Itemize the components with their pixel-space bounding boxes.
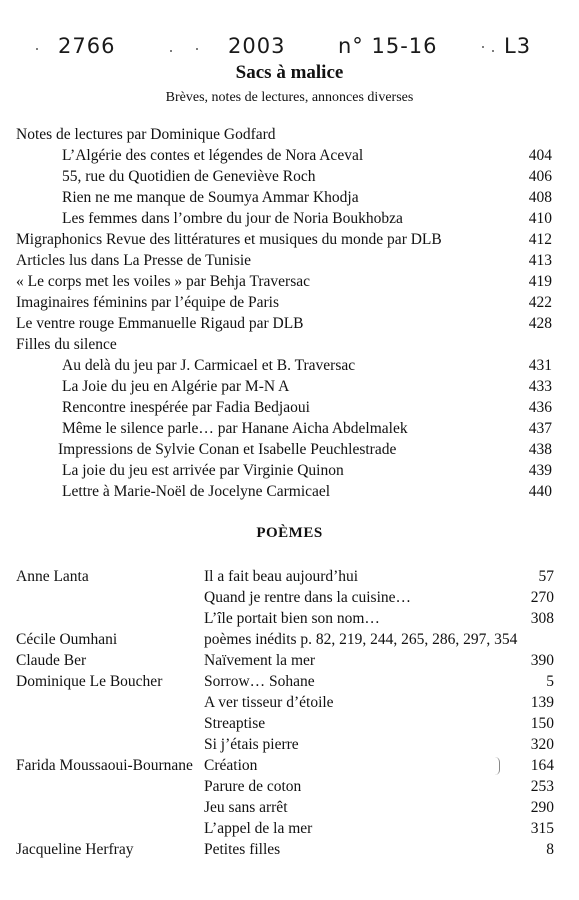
poem-title: Streaptise	[204, 715, 266, 732]
toc-entry	[16, 397, 552, 418]
poem-title: Naïvement la mer	[204, 652, 316, 669]
poem-author: Farida Moussaoui-Bournane	[16, 757, 193, 774]
poem-entry	[16, 587, 554, 608]
toc-entry-title: Notes de lectures par Dominique Godfard	[16, 126, 276, 143]
toc-entry	[16, 439, 552, 460]
poem-entry	[16, 692, 554, 713]
toc-entry-title: Articles lus dans La Presse de Tunisie	[16, 252, 252, 269]
poem-title: Parure de coton	[204, 778, 302, 795]
handwritten-issue: n° 15-16	[338, 34, 438, 58]
poem-page: 253	[530, 778, 554, 795]
toc-entry	[16, 250, 552, 271]
poem-entry	[16, 818, 554, 839]
toc-entry-page: 413	[528, 252, 552, 269]
poem-author: Claude Ber	[16, 652, 87, 669]
toc-entry	[16, 229, 552, 250]
poem-page: 290	[530, 799, 554, 816]
toc-entry-page: 408	[528, 189, 552, 206]
toc-entry	[16, 187, 552, 208]
poem-entry	[16, 608, 554, 629]
toc-entry-page: 431	[528, 357, 552, 374]
poem-author: Dominique Le Boucher	[16, 673, 163, 690]
toc-entry-title: La Joie du jeu en Algérie par M-N A	[62, 378, 290, 395]
toc-entry-page: 404	[528, 147, 552, 164]
toc-entry	[16, 334, 552, 355]
handwritten-year: 2003	[228, 34, 286, 58]
poems-heading: POÈMES	[256, 525, 323, 541]
toc-entry	[16, 166, 552, 187]
toc-entry-title: La joie du jeu est arrivée par Virginie Quinon	[62, 462, 344, 479]
page-subtitle: Brèves, notes de lectures, annonces diverses	[165, 90, 414, 105]
toc-entry	[16, 124, 552, 145]
poems-list	[16, 566, 554, 860]
toc-entry-title: Même le silence parle… par Hanane Aicha Abdelmalek	[62, 420, 408, 437]
toc-entry-title: Les femmes dans l’ombre du jour de Noria Boukhobza	[62, 210, 403, 227]
ink-speck	[492, 50, 494, 52]
poem-entry	[16, 776, 554, 797]
poem-title: Il a fait beau aujourd’hui	[204, 568, 359, 585]
toc-entry	[16, 376, 552, 397]
poem-title: Jeu sans arrêt	[204, 799, 288, 816]
poem-entry	[16, 797, 554, 818]
poem-entry	[16, 755, 554, 776]
toc-entry-page: 438	[528, 441, 552, 458]
poem-title: Sorrow… Sohane	[204, 673, 315, 690]
poem-page: 150	[530, 715, 554, 732]
toc-entry-page: 410	[528, 210, 552, 227]
poem-author: Cécile Oumhani	[16, 631, 118, 648]
poem-entry	[16, 629, 554, 650]
toc-entry	[16, 145, 552, 166]
table-of-contents	[16, 124, 552, 502]
poem-author: Anne Lanta	[16, 568, 89, 585]
poem-entry	[16, 650, 554, 671]
poem-page: 315	[530, 820, 554, 837]
handwritten-ref: 2766	[58, 34, 116, 58]
toc-entry	[16, 460, 552, 481]
ink-speck	[482, 46, 484, 48]
poem-title: poèmes inédits p. 82, 219, 244, 265, 286, 297, 354	[204, 631, 518, 648]
poem-author: Jacqueline Herfray	[16, 841, 134, 858]
poem-page: 390	[530, 652, 554, 669]
poem-page: 139	[530, 694, 554, 711]
poem-title: L’île portait bien son nom…	[204, 610, 380, 627]
toc-entry	[16, 208, 552, 229]
poem-entry	[16, 713, 554, 734]
handwritten-code: L3	[504, 34, 532, 58]
poem-entry	[16, 566, 554, 587]
toc-entry-title: Impressions de Sylvie Conan et Isabelle Peuchlestrade	[58, 441, 397, 458]
toc-entry-page: 437	[528, 420, 552, 437]
toc-entry-page: 422	[528, 294, 552, 311]
toc-entry-title: Rencontre inespérée par Fadia Bedjaoui	[62, 399, 310, 416]
toc-entry-title: Filles du silence	[16, 336, 117, 353]
toc-entry	[16, 292, 552, 313]
poem-page: 5	[546, 673, 554, 690]
scan-mark	[495, 757, 500, 775]
page-title: Sacs à malice	[235, 62, 344, 83]
poem-page: 164	[530, 757, 554, 774]
toc-entry-title: Au delà du jeu par J. Carmicael et B. Traversac	[62, 357, 356, 374]
toc-entry	[16, 481, 552, 502]
toc-entry-title: Lettre à Marie-Noël de Jocelyne Carmicael	[62, 483, 331, 500]
ink-speck	[170, 50, 172, 52]
poem-page: 270	[530, 589, 554, 606]
poem-title: A ver tisseur d’étoile	[204, 694, 334, 711]
toc-entry-page: 436	[528, 399, 552, 416]
toc-entry	[16, 271, 552, 292]
toc-entry-title: « Le corps met les voiles » par Behja Traversac	[16, 273, 310, 290]
toc-entry-page: 440	[528, 483, 552, 500]
toc-entry	[16, 355, 552, 376]
toc-entry-page: 406	[528, 168, 552, 185]
toc-entry-page: 412	[528, 231, 552, 248]
toc-entry-title: Imaginaires féminins par l’équipe de Paris	[16, 294, 279, 311]
poem-page: 57	[538, 568, 554, 585]
toc-entry-title: Le ventre rouge Emmanuelle Rigaud par DLB	[16, 315, 304, 332]
poem-entry	[16, 839, 554, 860]
ink-speck	[36, 48, 38, 50]
toc-entry-page: 419	[528, 273, 552, 290]
poem-title: Quand je rentre dans la cuisine…	[204, 589, 412, 606]
toc-entry	[16, 313, 552, 334]
poem-page: 8	[546, 841, 554, 858]
toc-entry-title: Rien ne me manque de Soumya Ammar Khodja	[62, 189, 359, 206]
poem-title: L’appel de la mer	[204, 820, 313, 837]
poem-title: Si j’étais pierre	[204, 736, 299, 753]
toc-entry-title: Migraphonics Revue des littératures et musiques du monde par DLB	[16, 231, 442, 248]
toc-entry-title: 55, rue du Quotidien de Geneviève Roch	[62, 168, 316, 185]
toc-entry-page: 439	[528, 462, 552, 479]
poem-title: Petites filles	[204, 841, 281, 858]
ink-speck	[196, 48, 198, 50]
poem-title: Création	[204, 757, 258, 774]
poem-entry	[16, 734, 554, 755]
toc-entry-page: 428	[528, 315, 552, 332]
toc-entry	[16, 418, 552, 439]
toc-entry-page: 433	[528, 378, 552, 395]
poem-page: 320	[530, 736, 554, 753]
poem-entry	[16, 671, 554, 692]
poem-page: 308	[530, 610, 554, 627]
toc-entry-title: L’Algérie des contes et légendes de Nora Aceval	[62, 147, 364, 164]
